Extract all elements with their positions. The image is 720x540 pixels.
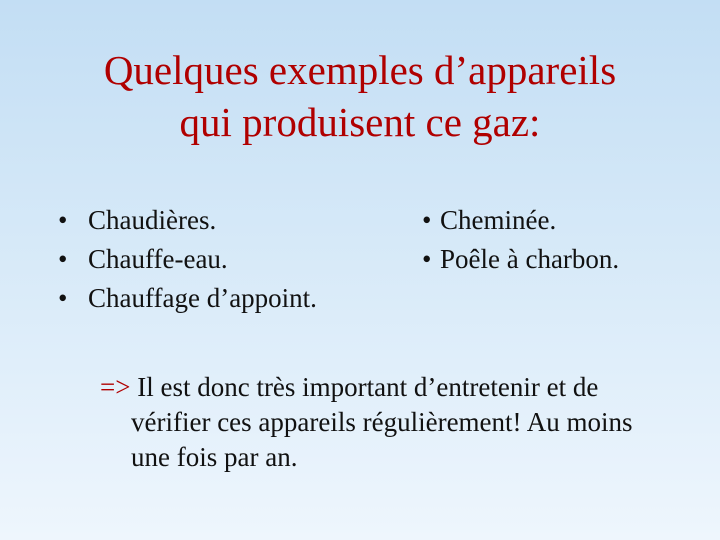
conclusion-line-1 bbox=[100, 370, 700, 405]
bullet-icon: • bbox=[422, 244, 432, 274]
bullet-text: Chaudières. bbox=[88, 205, 217, 235]
bullet-text: Chauffe-eau. bbox=[88, 244, 228, 274]
bullet-icon: • bbox=[422, 205, 432, 235]
list-item bbox=[58, 240, 317, 279]
bullet-text: Cheminée. bbox=[440, 205, 557, 235]
list-item bbox=[422, 201, 619, 240]
title-line-2: qui produisent ce gaz: bbox=[179, 99, 541, 145]
title-line-1: Quelques exemples d’appareils bbox=[103, 47, 617, 93]
conclusion-line-2: vérifier ces appareils régulièrement! Au moins bbox=[131, 407, 633, 437]
list-item bbox=[422, 240, 619, 279]
bullet-icon: • bbox=[58, 244, 68, 274]
right-bullet-list bbox=[422, 201, 619, 279]
list-item bbox=[58, 279, 317, 318]
left-bullet-list bbox=[58, 201, 317, 318]
slide-title bbox=[0, 44, 720, 148]
conclusion-line-3: une fois par an. bbox=[131, 442, 298, 472]
conclusion-line-text: Il est donc très important d’entretenir et de bbox=[137, 372, 599, 402]
bullet-text: Poêle à charbon. bbox=[440, 244, 620, 274]
arrow-icon: => bbox=[100, 372, 131, 402]
conclusion-text bbox=[100, 370, 700, 475]
bullet-icon: • bbox=[58, 283, 68, 313]
list-item bbox=[58, 201, 317, 240]
bullet-text: Chauffage d’appoint. bbox=[88, 283, 317, 313]
bullet-icon: • bbox=[58, 205, 68, 235]
